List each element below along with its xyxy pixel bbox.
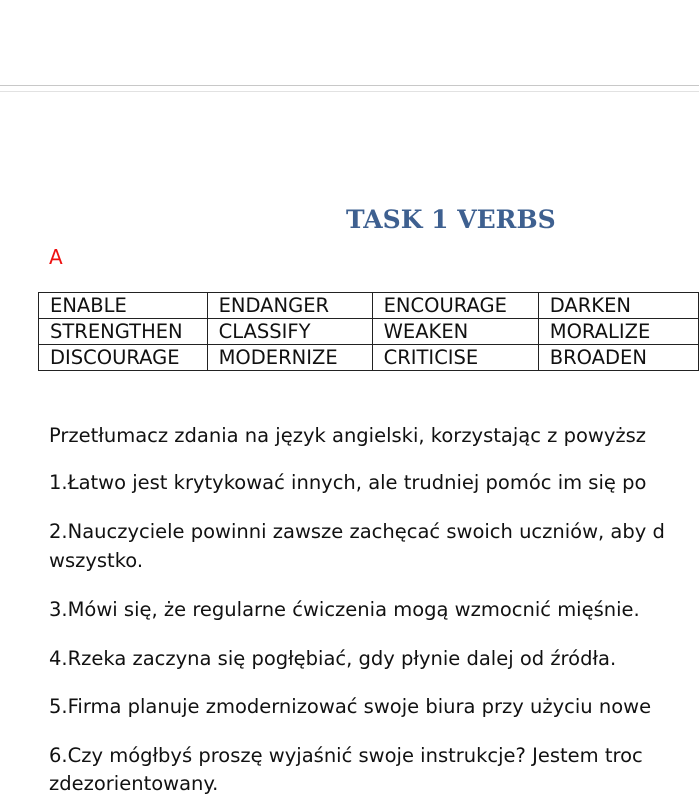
sentence-3: 3.Mówi się, że regularne ćwiczenia mogą wzmocnić mięśnie. bbox=[49, 598, 640, 621]
table-cell: DISCOURAGE bbox=[39, 345, 208, 371]
table-cell: BROADEN bbox=[538, 345, 698, 371]
section-letter: A bbox=[49, 245, 63, 269]
sentence-6-continuation: zdezorientowany. bbox=[49, 772, 219, 795]
table-row bbox=[39, 345, 699, 371]
table-cell: MODERNIZE bbox=[207, 345, 372, 371]
page-top-divider bbox=[0, 85, 699, 86]
table-row bbox=[39, 293, 699, 319]
table-cell: ENCOURAGE bbox=[372, 293, 538, 319]
sentence-4: 4.Rzeka zaczyna się pogłębiać, gdy płynie dalej od źródła. bbox=[49, 647, 617, 670]
table-cell: ENABLE bbox=[39, 293, 208, 319]
table-cell: CRITICISE bbox=[372, 345, 538, 371]
sentence-5: 5.Firma planuje zmodernizować swoje biura przy użyciu nowe bbox=[49, 695, 652, 718]
instruction-text: Przetłumacz zdania na język angielski, korzystając z powyższ bbox=[49, 424, 646, 447]
table-cell: MORALIZE bbox=[538, 319, 698, 345]
sentence-2: 2.Nauczyciele powinni zawsze zachęcać swoich uczniów, aby d bbox=[49, 520, 665, 543]
table-row bbox=[39, 319, 699, 345]
verbs-table bbox=[38, 292, 699, 371]
table-cell: STRENGTHEN bbox=[39, 319, 208, 345]
table-cell: WEAKEN bbox=[372, 319, 538, 345]
table-cell: CLASSIFY bbox=[207, 319, 372, 345]
sentence-1: 1.Łatwo jest krytykować innych, ale trudniej pomóc im się po bbox=[49, 471, 647, 494]
page-top-divider-secondary bbox=[0, 91, 699, 92]
sentence-6: 6.Czy mógłbyś proszę wyjaśnić swoje instrukcje? Jestem troc bbox=[49, 744, 643, 767]
table-cell: ENDANGER bbox=[207, 293, 372, 319]
table-cell: DARKEN bbox=[538, 293, 698, 319]
sentence-2-continuation: wszystko. bbox=[49, 549, 144, 572]
page-title: TASK 1 VERBS bbox=[346, 205, 556, 234]
